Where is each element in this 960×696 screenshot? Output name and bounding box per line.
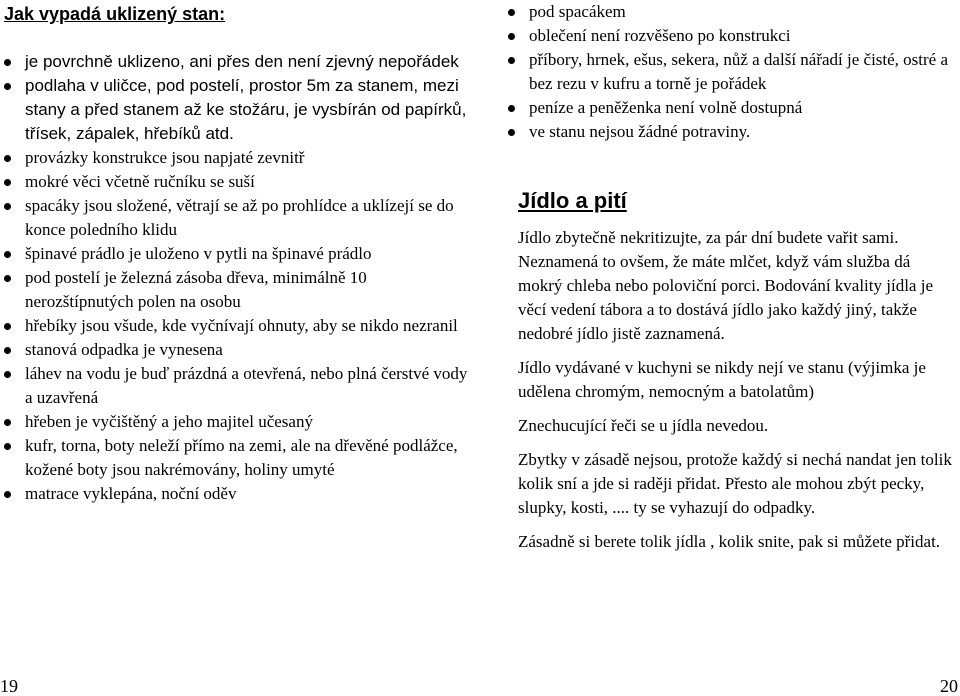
page-number-right: 20 — [940, 676, 958, 696]
list-item: provázky konstrukce jsou napjaté zevnitř — [0, 146, 470, 170]
page-number-left: 19 — [0, 676, 18, 696]
list-item: pod spacákem — [504, 0, 956, 24]
list-item: hřebíky jsou všude, kde vyčnívají ohnuty, aby se nikdo nezranil — [0, 314, 470, 338]
list-item: láhev na vodu je buď prázdná a otevřená, nebo plná čerstvé vody a uzavřená — [0, 362, 470, 410]
paragraph: Zásadně si berete tolik jídla , kolik snite, pak si můžete přidat. — [518, 532, 941, 551]
list-item: peníze a peněženka není volně dostupná — [504, 96, 956, 120]
list-item: stanová odpadka je vynesena — [0, 338, 470, 362]
list-item: oblečení není rozvěšeno po konstrukci — [504, 24, 956, 48]
list-item: matrace vyklepána, noční oděv — [0, 482, 470, 506]
list-item: mokré věci včetně ručníku se suší — [0, 170, 470, 194]
paragraph: Zbytky v zásadě nejsou, protože každý si nechá nandat jen tolik kolik sní a jde si raději přidat. Přesto ale mohou zbýt pecky, slupky, kosti, .... ty se vyhazují do odpadky. — [518, 450, 952, 517]
list-item: spacáky jsou složené, větrají se až po prohlídce a uklízejí se do konce poledního klidu — [0, 194, 470, 242]
tent-checklist — [0, 50, 470, 506]
paragraph: Znechucující řeči se u jídla nevedou. — [518, 416, 769, 435]
tent-checklist-continued — [504, 0, 956, 144]
paragraph: Jídlo vydávané v kuchyni se nikdy nejí ve stanu (výjimka je udělena chromým, nemocným a batolatům) — [518, 358, 926, 401]
list-item: příbory, hrnek, ešus, sekera, nůž a další nářadí je čisté, ostré a bez rezu v kufru a torně je pořádek — [504, 48, 956, 96]
list-item: podlaha v uličce, pod postelí, prostor 5m za stanem, mezi stany a před stanem až ke stožáru, je vysbírán od papírků, třísek, zápalek, hřebíků atd. — [0, 74, 470, 146]
left-page-heading: Jak vypadá uklizený stan: — [4, 4, 226, 24]
list-item: ve stanu nejsou žádné potraviny. — [504, 120, 956, 144]
left-page-column — [0, 0, 470, 506]
list-item: pod postelí je železná zásoba dřeva, minimálně 10 nerozštípnutých polen na osobu — [0, 266, 470, 314]
section-heading-food: Jídlo a pití — [518, 188, 627, 213]
list-item: špinavé prádlo je uloženo v pytli na špinavé prádlo — [0, 242, 470, 266]
list-item: kufr, torna, boty neleží přímo na zemi, ale na dřevěné podlážce, kožené boty jsou nakrémovány, holiny umyté — [0, 434, 470, 482]
list-item: je povrchně uklizeno, ani přes den není zjevný nepořádek — [0, 50, 470, 74]
list-item: hřeben je vyčištěný a jeho majitel učesaný — [0, 410, 470, 434]
right-page-column — [504, 0, 956, 564]
paragraph: Jídlo zbytečně nekritizujte, za pár dní budete vařit sami. Neznamená to ovšem, že máte mlčet, když vám služba dá mokrý chleba nebo poloviční porci. Bodování kvality jídla je věcí vedení tábora a to dostává jídlo jako každý jiný, takže nedobré jídlo jistě zaznamená. — [518, 228, 933, 343]
